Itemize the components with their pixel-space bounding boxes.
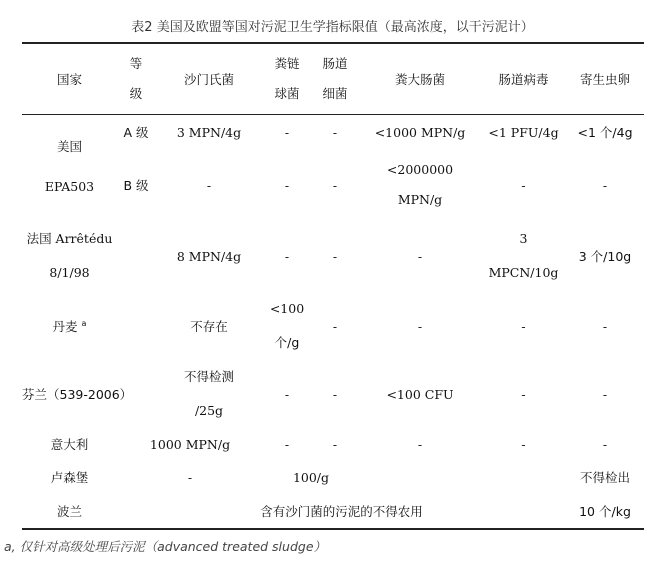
cell-usa-b-ecoli (359, 150, 481, 220)
cell-grade-b: B 级 (123, 178, 149, 193)
cell-luxembourg-virus (481, 460, 566, 494)
cell-country-france (22, 220, 117, 292)
header-row (22, 43, 644, 114)
cell-france-grade (117, 220, 155, 292)
cell-france-entero: - (332, 248, 338, 264)
table-row-luxembourg (22, 460, 644, 494)
footnote-marker: a (81, 318, 87, 328)
header-strep-line1: 粪链 (274, 55, 300, 71)
table-row-poland (22, 494, 644, 529)
cell-usa-b-entero: - (332, 177, 338, 193)
country-usa-line1: 美国 (56, 139, 82, 155)
header-ecoli: 粪大肠菌 (359, 43, 481, 114)
cell-italy-virus: - (521, 436, 526, 452)
cell-finland-strep: - (284, 386, 290, 402)
country-france-line1: 法国 Arrêtédu (26, 231, 113, 246)
cell-italy-ecoli: - (417, 436, 423, 452)
country-france-line2: 8/1/98 (49, 265, 90, 280)
cell-italy-entero: - (332, 436, 338, 452)
table-row-italy (22, 428, 644, 460)
table-row-finland (22, 360, 644, 428)
denmark-strep-line1: <100 (269, 301, 305, 316)
cell-poland-merged: 含有沙门菌的污泥的不得农用 (117, 494, 566, 529)
sludge-hygiene-table (22, 42, 644, 530)
header-virus: 肠道病毒 (481, 43, 566, 114)
header-grade-line1: 等 (129, 55, 143, 71)
cell-usa-a-parasite: <1 个/4g (577, 125, 633, 141)
cell-finland-entero: - (332, 386, 338, 402)
cell-grade-a: A 级 (123, 125, 149, 141)
table-footnote: a, 仅针对高级处理后污泥（advanced treated sludge） (4, 539, 327, 554)
cell-usa-a-virus: <1 PFU/4g (488, 124, 559, 140)
cell-italy-parasite: - (602, 436, 608, 452)
cell-denmark-strep (263, 292, 311, 360)
cell-luxembourg-strep-entero: 100/g (292, 469, 330, 485)
cell-denmark-virus: - (521, 318, 526, 334)
cell-luxembourg-parasite: 不得检出 (579, 470, 630, 485)
usa-b-ecoli-line1: <2000000 (386, 162, 454, 177)
cell-finland-parasite: - (602, 386, 608, 402)
finland-salmonella-line2: /25g (194, 403, 224, 418)
header-salmonella: 沙门氏菌 (155, 43, 263, 114)
header-grade-line2: 级 (129, 85, 143, 101)
cell-france-strep: - (284, 248, 290, 264)
table-row-usa-a (22, 114, 644, 150)
cell-denmark-grade (117, 292, 155, 360)
header-entero (311, 43, 359, 114)
country-denmark: 丹麦 (52, 319, 78, 334)
cell-poland-parasite: 10 个/kg (566, 494, 644, 529)
cell-luxembourg-ecoli (359, 460, 481, 494)
denmark-strep-line2: 个/g (274, 335, 300, 350)
cell-france-salmonella: 8 MPN/4g (176, 248, 242, 264)
cell-denmark-parasite: - (602, 318, 608, 334)
header-country: 国家 (22, 43, 117, 114)
cell-usa-a-ecoli: <1000 MPN/g (374, 124, 466, 140)
cell-country-finland: 芬兰（539-2006） (22, 387, 133, 402)
france-virus-line2: MPCN/10g (488, 265, 559, 280)
cell-finland-salmonella (155, 360, 263, 428)
cell-denmark-salmonella: 不存在 (190, 319, 228, 334)
cell-usa-a-salmonella: 3 MPN/4g (176, 124, 242, 140)
header-grade (117, 43, 155, 114)
usa-b-ecoli-line2: MPN/g (397, 192, 443, 207)
table-caption: 表2 美国及欧盟等国对污泥卫生学指标限值（最高浓度，以干污泥计） (131, 20, 534, 35)
cell-finland-virus: - (521, 386, 526, 402)
country-usa-line2: EPA503 (44, 179, 95, 195)
header-parasite: 寄生虫卵 (566, 43, 644, 114)
france-virus-line1: 3 (519, 231, 528, 246)
header-strep (263, 43, 311, 114)
cell-luxembourg-salmonella: - (187, 469, 193, 485)
cell-country-poland: 波兰 (22, 494, 117, 529)
header-strep-line2: 球菌 (274, 85, 300, 101)
cell-country-italy: 意大利 (50, 437, 89, 452)
cell-usa-b-strep: - (284, 177, 290, 193)
cell-usa-b-parasite: - (602, 177, 608, 193)
cell-country-luxembourg: 卢森堡 (50, 470, 89, 485)
cell-italy-strep: - (284, 436, 290, 452)
cell-usa-a-entero: - (332, 124, 338, 140)
cell-italy-salmonella: 1000 MPN/g (149, 436, 231, 452)
cell-country-usa (22, 114, 117, 220)
cell-usa-b-salmonella: - (206, 177, 212, 193)
cell-france-ecoli: - (417, 248, 423, 264)
cell-usa-a-strep: - (284, 124, 290, 140)
header-entero-line2: 细菌 (322, 85, 348, 101)
cell-usa-b-virus: - (521, 177, 526, 193)
cell-denmark-entero: - (332, 318, 338, 334)
cell-country-denmark (22, 292, 117, 360)
cell-finland-ecoli: <100 CFU (386, 386, 454, 402)
finland-salmonella-line1: 不得检测 (183, 369, 234, 384)
header-entero-line1: 肠道 (322, 55, 348, 71)
cell-france-parasite: 3 个/10g (578, 249, 632, 264)
cell-denmark-ecoli: - (417, 318, 423, 334)
cell-france-virus (481, 220, 566, 292)
table-row-france (22, 220, 644, 292)
table-row-denmark (22, 292, 644, 360)
